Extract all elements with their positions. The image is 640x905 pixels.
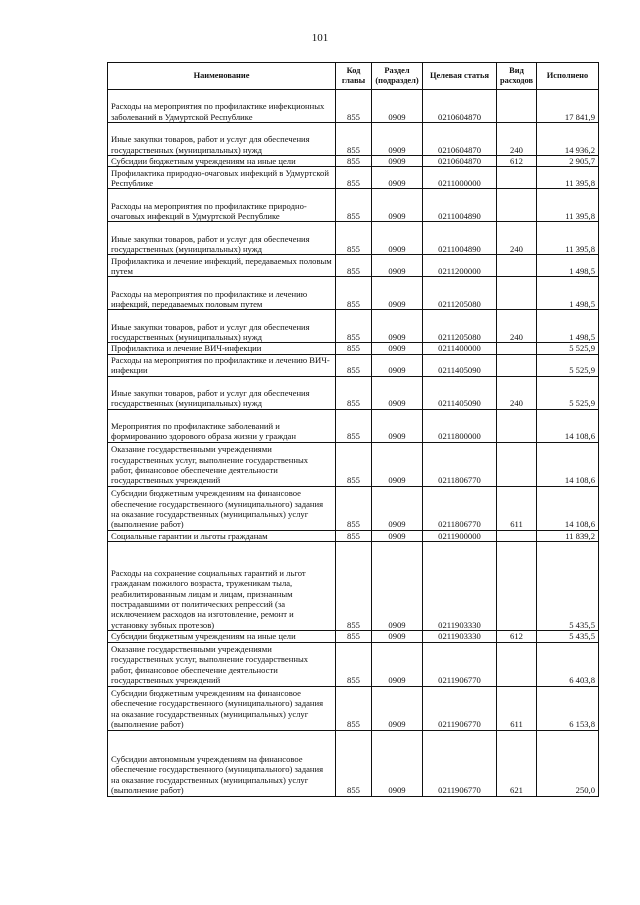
row-name: Оказание государственными учреждениями государственных услуг, выполнение государственных работ, финансовое обеспечение деятельности государственных учреждений xyxy=(108,642,336,686)
table-row xyxy=(108,486,599,530)
row-code: 855 xyxy=(336,156,372,167)
row-amount: 11 395,8 xyxy=(537,189,599,222)
row-section: 0909 xyxy=(372,90,423,123)
row-target: 0211906770 xyxy=(423,686,497,730)
row-name: Расходы на мероприятия по профилактике и лечению инфекций, передаваемых половым путем xyxy=(108,277,336,310)
row-kind xyxy=(497,189,537,222)
row-kind xyxy=(497,442,537,486)
row-code: 855 xyxy=(336,642,372,686)
row-amount: 5 435,5 xyxy=(537,542,599,631)
table-row xyxy=(108,642,599,686)
row-section: 0909 xyxy=(372,255,423,277)
row-kind xyxy=(497,530,537,541)
table-row xyxy=(108,255,599,277)
table-row xyxy=(108,277,599,310)
row-kind xyxy=(497,409,537,442)
row-target: 0211806770 xyxy=(423,442,497,486)
row-amount: 5 525,9 xyxy=(537,376,599,409)
row-name: Субсидии бюджетным учреждениям на финансовое обеспечение государственного (муниципального) задания на оказание государственных (муниципальных) услуг (выполнение работ) xyxy=(108,486,336,530)
header-amount: Исполнено xyxy=(537,63,599,90)
row-amount: 1 498,5 xyxy=(537,277,599,310)
row-name: Мероприятия по профилактике заболеваний и формированию здорового образа жизни у граждан xyxy=(108,409,336,442)
row-section: 0909 xyxy=(372,123,423,156)
row-name: Профилактика природно-очаговых инфекций в Удмуртской Республике xyxy=(108,167,336,189)
row-section: 0909 xyxy=(372,310,423,343)
row-section: 0909 xyxy=(372,277,423,310)
row-section: 0909 xyxy=(372,409,423,442)
row-target: 0211000000 xyxy=(423,167,497,189)
table-row xyxy=(108,354,599,376)
row-section: 0909 xyxy=(372,167,423,189)
row-amount: 11 839,2 xyxy=(537,530,599,541)
row-kind: 240 xyxy=(497,123,537,156)
row-amount: 6 403,8 xyxy=(537,642,599,686)
table-row xyxy=(108,310,599,343)
row-section: 0909 xyxy=(372,730,423,796)
row-name: Оказание государственными учреждениями государственных услуг, выполнение государственных работ, финансовое обеспечение деятельности государственных учреждений xyxy=(108,442,336,486)
row-section: 0909 xyxy=(372,686,423,730)
row-name: Иные закупки товаров, работ и услуг для обеспечения государственных (муниципальных) нужд xyxy=(108,123,336,156)
row-section: 0909 xyxy=(372,631,423,642)
row-target: 0211205080 xyxy=(423,277,497,310)
row-name: Расходы на мероприятия по профилактике инфекционных заболеваний в Удмуртской Республике xyxy=(108,90,336,123)
row-code: 855 xyxy=(336,167,372,189)
row-amount: 11 395,8 xyxy=(537,167,599,189)
row-amount: 1 498,5 xyxy=(537,255,599,277)
row-name: Расходы на мероприятия по профилактике и лечению ВИЧ-инфекции xyxy=(108,354,336,376)
row-target: 0211405090 xyxy=(423,376,497,409)
row-section: 0909 xyxy=(372,642,423,686)
row-amount: 5 435,5 xyxy=(537,631,599,642)
row-target: 0211906770 xyxy=(423,730,497,796)
header-section: Раздел (подраздел) xyxy=(372,63,423,90)
row-code: 855 xyxy=(336,409,372,442)
row-name: Расходы на мероприятия по профилактике природно-очаговых инфекций в Удмуртской Республике xyxy=(108,189,336,222)
row-name: Субсидии бюджетным учреждениям на финансовое обеспечение государственного (муниципального) задания на оказание государственных (муниципальных) услуг (выполнение работ) xyxy=(108,686,336,730)
table-row xyxy=(108,686,599,730)
table-row xyxy=(108,167,599,189)
table-row xyxy=(108,631,599,642)
row-code: 855 xyxy=(336,730,372,796)
row-kind xyxy=(497,90,537,123)
table-row xyxy=(108,222,599,255)
row-kind: 240 xyxy=(497,222,537,255)
row-kind xyxy=(497,354,537,376)
row-code: 855 xyxy=(336,222,372,255)
budget-table xyxy=(107,62,599,797)
page-number: 101 xyxy=(311,32,329,44)
row-section: 0909 xyxy=(372,343,423,354)
row-amount: 14 936,2 xyxy=(537,123,599,156)
table-row xyxy=(108,123,599,156)
table-row xyxy=(108,409,599,442)
row-kind: 621 xyxy=(497,730,537,796)
row-kind xyxy=(497,255,537,277)
row-target: 0210604870 xyxy=(423,123,497,156)
row-target: 0211900000 xyxy=(423,530,497,541)
row-kind xyxy=(497,642,537,686)
row-section: 0909 xyxy=(372,354,423,376)
header-code: Код главы xyxy=(336,63,372,90)
row-kind: 612 xyxy=(497,156,537,167)
row-amount: 14 108,6 xyxy=(537,486,599,530)
row-name: Субсидии бюджетным учреждениям на иные цели xyxy=(108,631,336,642)
row-code: 855 xyxy=(336,123,372,156)
row-target: 0211903330 xyxy=(423,542,497,631)
row-code: 855 xyxy=(336,310,372,343)
row-name: Расходы на сохранение социальных гарантий и льгот гражданам пожилого возраста, труженикам тыла, реабилитированным лицам и лицам, признанным пострадавшими от политических репрессий (за исключением расходов на изготовление, ремонт и установку зубных протезов) xyxy=(108,542,336,631)
row-amount: 2 905,7 xyxy=(537,156,599,167)
row-name: Профилактика и лечение инфекций, передаваемых половым путем xyxy=(108,255,336,277)
row-target: 0211903330 xyxy=(423,631,497,642)
row-code: 855 xyxy=(336,189,372,222)
row-target: 0210604870 xyxy=(423,90,497,123)
header-name: Наименование xyxy=(108,63,336,90)
row-target: 0211806770 xyxy=(423,486,497,530)
row-section: 0909 xyxy=(372,156,423,167)
row-section: 0909 xyxy=(372,189,423,222)
row-kind: 611 xyxy=(497,686,537,730)
row-kind xyxy=(497,277,537,310)
row-section: 0909 xyxy=(372,376,423,409)
row-amount: 17 841,9 xyxy=(537,90,599,123)
row-name: Субсидии бюджетным учреждениям на иные цели xyxy=(108,156,336,167)
row-target: 0211405090 xyxy=(423,354,497,376)
row-amount: 11 395,8 xyxy=(537,222,599,255)
row-target: 0211004890 xyxy=(423,222,497,255)
row-name: Иные закупки товаров, работ и услуг для обеспечения государственных (муниципальных) нужд xyxy=(108,222,336,255)
table-header-row xyxy=(108,63,599,90)
table-row xyxy=(108,542,599,631)
row-amount: 1 498,5 xyxy=(537,310,599,343)
row-kind xyxy=(497,167,537,189)
row-section: 0909 xyxy=(372,542,423,631)
row-code: 855 xyxy=(336,277,372,310)
row-code: 855 xyxy=(336,442,372,486)
row-amount: 14 108,6 xyxy=(537,409,599,442)
row-kind: 612 xyxy=(497,631,537,642)
row-code: 855 xyxy=(336,90,372,123)
table-row xyxy=(108,156,599,167)
table-row xyxy=(108,442,599,486)
row-amount: 5 525,9 xyxy=(537,343,599,354)
row-kind: 611 xyxy=(497,486,537,530)
table-row xyxy=(108,376,599,409)
row-section: 0909 xyxy=(372,442,423,486)
row-target: 0211200000 xyxy=(423,255,497,277)
row-code: 855 xyxy=(336,542,372,631)
row-code: 855 xyxy=(336,530,372,541)
row-name: Иные закупки товаров, работ и услуг для обеспечения государственных (муниципальных) нужд xyxy=(108,376,336,409)
table-row xyxy=(108,730,599,796)
table-row xyxy=(108,189,599,222)
row-name: Социальные гарантии и льготы гражданам xyxy=(108,530,336,541)
row-amount: 6 153,8 xyxy=(537,686,599,730)
row-kind xyxy=(497,343,537,354)
header-target: Целевая статья xyxy=(423,63,497,90)
table-row xyxy=(108,343,599,354)
row-target: 0211400000 xyxy=(423,343,497,354)
row-section: 0909 xyxy=(372,222,423,255)
table-row xyxy=(108,90,599,123)
row-name: Субсидии автономным учреждениям на финансовое обеспечение государственного (муниципального) задания на оказание государственных (муниципальных) услуг (выполнение работ) xyxy=(108,730,336,796)
row-code: 855 xyxy=(336,343,372,354)
row-kind: 240 xyxy=(497,310,537,343)
row-code: 855 xyxy=(336,686,372,730)
row-code: 855 xyxy=(336,631,372,642)
row-amount: 250,0 xyxy=(537,730,599,796)
row-section: 0909 xyxy=(372,486,423,530)
row-code: 855 xyxy=(336,376,372,409)
row-kind xyxy=(497,542,537,631)
row-code: 855 xyxy=(336,486,372,530)
row-target: 0211800000 xyxy=(423,409,497,442)
row-target: 0211004890 xyxy=(423,189,497,222)
row-amount: 14 108,6 xyxy=(537,442,599,486)
table-row xyxy=(108,530,599,541)
row-target: 0211205080 xyxy=(423,310,497,343)
row-name: Профилактика и лечение ВИЧ-инфекции xyxy=(108,343,336,354)
row-code: 855 xyxy=(336,255,372,277)
row-kind: 240 xyxy=(497,376,537,409)
row-target: 0211906770 xyxy=(423,642,497,686)
header-kind: Вид расходов xyxy=(497,63,537,90)
row-section: 0909 xyxy=(372,530,423,541)
row-amount: 5 525,9 xyxy=(537,354,599,376)
row-name: Иные закупки товаров, работ и услуг для обеспечения государственных (муниципальных) нужд xyxy=(108,310,336,343)
row-code: 855 xyxy=(336,354,372,376)
row-target: 0210604870 xyxy=(423,156,497,167)
